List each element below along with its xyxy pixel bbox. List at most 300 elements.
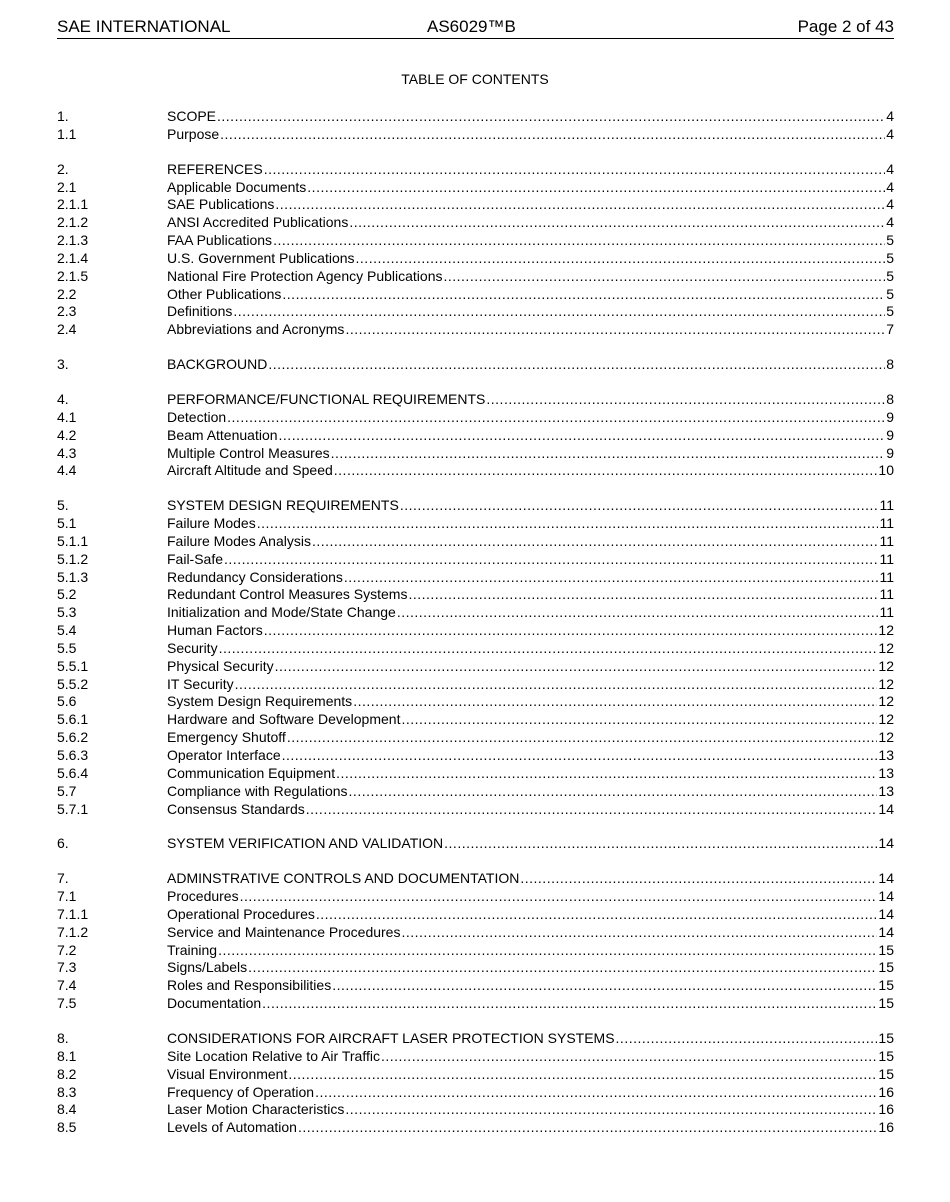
toc-section <box>57 108 894 144</box>
toc-entry[interactable] <box>57 108 894 126</box>
toc-entry-page: 15 <box>878 1029 894 1046</box>
toc-entry-page: 4 <box>886 160 894 177</box>
toc-entry-number: 5.4 <box>57 622 77 639</box>
toc-entry[interactable] <box>57 640 894 658</box>
toc-entry-title: SAE Publications <box>167 196 275 213</box>
toc-entry[interactable] <box>57 196 894 214</box>
toc-entry-number: 8.4 <box>57 1101 77 1118</box>
toc-entry-line <box>167 959 894 977</box>
toc-entry[interactable] <box>57 533 894 551</box>
toc-section <box>57 161 894 339</box>
toc-entry-title: BACKGROUND <box>167 356 268 373</box>
toc-entry-number: 5.1.3 <box>57 568 89 585</box>
toc-entry-number: 5.7 <box>57 782 77 799</box>
toc-entry-line <box>167 747 894 765</box>
toc-entry[interactable] <box>57 658 894 676</box>
toc-entry-page: 11 <box>879 586 894 603</box>
toc-entry-title: Site Location Relative to Air Traffic <box>167 1047 380 1064</box>
toc-entry-number: 7.2 <box>57 941 77 958</box>
toc-dot-leader <box>316 906 878 924</box>
toc-entry-line <box>167 126 894 144</box>
toc-entry-page: 13 <box>878 747 894 763</box>
toc-entry-title: SYSTEM VERIFICATION AND VALIDATION <box>167 835 444 852</box>
toc-entry-title: Fail-Safe <box>167 550 224 567</box>
toc-entry-title: Human Factors <box>167 622 263 639</box>
toc-entry-line <box>167 303 894 321</box>
toc-entry-line <box>167 888 894 906</box>
toc-entry-page: 14 <box>878 800 894 817</box>
toc-entry-number: 7.1.2 <box>57 923 89 940</box>
toc-entry[interactable] <box>57 286 894 304</box>
toc-entry-title: Visual Environment <box>167 1065 288 1082</box>
toc-entry-page: 15 <box>878 995 894 1012</box>
toc-entry[interactable] <box>57 445 894 463</box>
toc-entry-line <box>167 801 894 819</box>
toc-dot-leader <box>288 1066 877 1084</box>
toc-dot-leader <box>401 711 877 729</box>
toc-entry-line <box>167 783 894 801</box>
toc-dot-leader <box>268 356 885 374</box>
toc-entry-number: 5.7.1 <box>57 800 89 817</box>
toc-entry-number: 5.6.3 <box>57 747 89 763</box>
toc-entry-number: 5.6.2 <box>57 729 89 746</box>
toc-entry-title: Beam Attenuation <box>167 426 278 443</box>
toc-entry-number: 5.5.2 <box>57 675 89 692</box>
toc-entry-line <box>167 658 894 676</box>
page-header <box>57 16 894 39</box>
toc-entry-title: Redundancy Considerations <box>167 568 343 585</box>
toc-dot-leader <box>353 693 877 711</box>
toc-entry[interactable] <box>57 765 894 783</box>
toc-entry[interactable] <box>57 232 894 250</box>
toc-entry-title: Abbreviations and Acronyms <box>167 321 345 338</box>
toc-entry-line <box>167 977 894 995</box>
toc-entry-page: 9 <box>886 444 894 461</box>
toc-entry-number: 3. <box>57 356 69 373</box>
toc-entry-title: Service and Maintenance Procedures <box>167 923 401 940</box>
toc-entry[interactable] <box>57 729 894 747</box>
toc-entry-page: 15 <box>878 1047 894 1064</box>
toc-entry-page: 14 <box>878 835 894 852</box>
toc-entry-number: 2.1.2 <box>57 214 89 231</box>
toc-entry-page: 14 <box>878 923 894 940</box>
toc-dot-leader <box>273 232 885 250</box>
toc-entry-number: 2.1 <box>57 178 77 195</box>
toc-entry-title: Training <box>167 941 218 958</box>
toc-entry-page: 16 <box>878 1083 894 1100</box>
toc-dot-leader <box>307 179 885 197</box>
toc-entry-page: 8 <box>886 390 894 407</box>
toc-entry-title: Consensus Standards <box>167 800 305 817</box>
toc-entry-number: 5.6.4 <box>57 764 89 781</box>
toc-entry-line <box>167 870 894 888</box>
toc-entry[interactable] <box>57 783 894 801</box>
toc-dot-leader <box>345 1101 877 1119</box>
toc-entry-line <box>167 551 894 569</box>
toc-entry-number: 7.3 <box>57 959 77 976</box>
toc-entry-number: 7.1.1 <box>57 905 89 922</box>
toc-dot-leader <box>443 268 885 286</box>
toc-entry[interactable] <box>57 835 894 853</box>
toc-dot-leader <box>257 515 879 533</box>
toc-entry[interactable] <box>57 462 894 480</box>
toc-entry-title: Aircraft Altitude and Speed <box>167 462 333 479</box>
toc-dot-leader <box>356 250 886 268</box>
toc-entry-line <box>167 924 894 942</box>
toc-entry-line <box>167 214 894 232</box>
toc-entry-page: 15 <box>878 977 894 994</box>
toc-section <box>57 870 894 1013</box>
toc-entry-line <box>167 268 894 286</box>
toc-entry-number: 7. <box>57 870 69 887</box>
toc-dot-leader <box>401 924 877 942</box>
toc-entry-line <box>167 906 894 924</box>
toc-entry-title: Procedures <box>167 888 239 905</box>
toc-entry-number: 5.1.2 <box>57 550 89 567</box>
toc-entry-line <box>167 1101 894 1119</box>
toc-entry-page: 5 <box>886 303 894 320</box>
toc-entry-title: Initialization and Mode/State Change <box>167 604 396 621</box>
toc-entry-page: 5 <box>886 267 894 284</box>
toc-dot-leader <box>217 108 885 126</box>
toc-entry-page: 12 <box>878 639 894 656</box>
toc-entry[interactable] <box>57 676 894 694</box>
toc-entry-title: Multiple Control Measures <box>167 444 330 461</box>
toc-dot-leader <box>282 286 885 304</box>
toc-entry-line <box>167 196 894 214</box>
toc-entry[interactable] <box>57 906 894 924</box>
toc-entry-number: 5.1 <box>57 515 77 532</box>
toc-entry[interactable] <box>57 126 894 144</box>
toc-entry-title: Operator Interface <box>167 747 281 763</box>
toc-entry-line <box>167 286 894 304</box>
toc-entry-page: 11 <box>879 550 894 567</box>
toc-entry-title: Compliance with Regulations <box>167 782 348 799</box>
toc-entry[interactable] <box>57 622 894 640</box>
page-number: Page 2 of 43 <box>797 17 894 36</box>
toc-entry-number: 5. <box>57 497 69 514</box>
toc-entry[interactable] <box>57 959 894 977</box>
toc-entry-title: Frequency of Operation <box>167 1083 315 1100</box>
toc-entry-page: 16 <box>878 1101 894 1118</box>
toc-entry-line <box>167 445 894 463</box>
toc-entry-page: 9 <box>886 408 894 425</box>
toc-entry-number: 5.1.1 <box>57 532 89 549</box>
toc-entry-number: 4. <box>57 390 69 407</box>
publisher-name: SAE INTERNATIONAL <box>57 17 231 36</box>
toc-entry-number: 5.3 <box>57 604 77 621</box>
toc-entry[interactable] <box>57 870 894 888</box>
toc-entry[interactable] <box>57 214 894 232</box>
toc-entry[interactable] <box>57 250 894 268</box>
toc-entry-title: ANSI Accredited Publications <box>167 214 349 231</box>
toc-entry-page: 4 <box>886 108 894 124</box>
toc-entry[interactable] <box>57 569 894 587</box>
toc-entry-line <box>167 711 894 729</box>
toc-dot-leader <box>224 551 878 569</box>
toc-entry-title: Security <box>167 639 218 656</box>
toc-entry-line <box>167 391 894 409</box>
toc-entry-page: 12 <box>878 711 894 728</box>
toc-entry-page: 12 <box>878 657 894 674</box>
toc-entry-page: 12 <box>878 622 894 639</box>
toc-entry-title: Detection <box>167 408 227 425</box>
toc-entry-title: Purpose <box>167 125 220 142</box>
toc-entry-title: Redundant Control Measures Systems <box>167 586 408 603</box>
toc-entry-line <box>167 108 894 126</box>
toc-entry-page: 13 <box>878 782 894 799</box>
toc-entry-title: SYSTEM DESIGN REQUIREMENTS <box>167 497 399 514</box>
toc-dot-leader <box>349 783 878 801</box>
toc-entry[interactable] <box>57 942 894 960</box>
toc-entry-page: 13 <box>878 764 894 781</box>
toc-entry-line <box>167 676 894 694</box>
toc-entry-number: 4.2 <box>57 426 77 443</box>
toc-entry-number: 2.1.5 <box>57 267 89 284</box>
toc-entry-title: SCOPE <box>167 108 217 124</box>
toc-dot-leader <box>312 533 879 551</box>
toc-entry-page: 15 <box>878 941 894 958</box>
toc-dot-leader <box>264 622 878 640</box>
toc-dot-leader <box>306 801 878 819</box>
toc-entry-number: 8.5 <box>57 1119 77 1136</box>
toc-entry-page: 11 <box>879 568 894 585</box>
toc-entry-number: 4.3 <box>57 444 77 461</box>
toc-entry-page: 12 <box>878 729 894 746</box>
toc-entry[interactable] <box>57 391 894 409</box>
toc-entry-number: 2.4 <box>57 321 77 338</box>
toc-entry-title: Documentation <box>167 995 262 1012</box>
toc-entry-page: 16 <box>878 1119 894 1136</box>
toc-entry-title: Other Publications <box>167 285 282 302</box>
toc-entry-number: 5.6 <box>57 693 77 710</box>
toc-entry-page: 14 <box>878 905 894 922</box>
toc-dot-leader <box>400 497 879 515</box>
toc-dot-leader <box>408 586 878 604</box>
toc-entry-page: 12 <box>878 693 894 710</box>
toc-section <box>57 1030 894 1137</box>
toc-entry-line <box>167 321 894 339</box>
toc-entry[interactable] <box>57 321 894 339</box>
toc-entry-line <box>167 640 894 658</box>
toc-entry-title: Signs/Labels <box>167 959 248 976</box>
toc-entry-line <box>167 1084 894 1102</box>
toc-entry-line <box>167 1119 894 1137</box>
toc-dot-leader <box>287 729 878 747</box>
toc-section <box>57 356 894 374</box>
toc-entry[interactable] <box>57 995 894 1013</box>
toc-dot-leader <box>315 1084 877 1102</box>
toc-entry[interactable] <box>57 1048 894 1066</box>
toc-entry[interactable] <box>57 1030 894 1048</box>
toc-entry-number: 2.1.1 <box>57 196 89 213</box>
toc-entry-line <box>167 569 894 587</box>
toc-entry-line <box>167 515 894 533</box>
toc-entry-number: 2.1.3 <box>57 232 89 249</box>
toc-entry-number: 8.1 <box>57 1047 77 1064</box>
toc-entry-page: 11 <box>879 604 894 621</box>
toc-entry[interactable] <box>57 515 894 533</box>
toc-dot-leader <box>520 870 877 888</box>
toc-dot-leader <box>262 995 877 1013</box>
toc-dot-leader <box>344 569 879 587</box>
toc-dot-leader <box>233 303 885 321</box>
toc-dot-leader <box>616 1030 878 1048</box>
toc-entry-number: 1.1 <box>57 125 77 142</box>
toc-dot-leader <box>248 959 877 977</box>
toc-entry-number: 2.2 <box>57 285 77 302</box>
toc-entry-title: Hardware and Software Development <box>167 711 401 728</box>
toc-entry-line <box>167 729 894 747</box>
toc-dot-leader <box>331 445 886 463</box>
toc-entry-line <box>167 179 894 197</box>
toc-entry-page: 15 <box>878 959 894 976</box>
toc-entry-title: FAA Publications <box>167 232 273 249</box>
toc-entry[interactable] <box>57 303 894 321</box>
toc-entry-number: 7.1 <box>57 888 77 905</box>
toc-entry-page: 9 <box>886 426 894 443</box>
toc-entry-line <box>167 995 894 1013</box>
toc-entry-title: Laser Motion Characteristics <box>167 1101 345 1118</box>
toc-dot-leader <box>332 977 877 995</box>
toc-entry-number: 7.4 <box>57 977 77 994</box>
toc-entry[interactable] <box>57 356 894 374</box>
toc-dot-leader <box>334 462 878 480</box>
toc-entry-page: 11 <box>879 515 894 532</box>
toc-entry[interactable] <box>57 497 894 515</box>
toc-entry[interactable] <box>57 977 894 995</box>
toc-entry[interactable] <box>57 268 894 286</box>
toc-entry[interactable] <box>57 161 894 179</box>
document-id: AS6029™B <box>427 17 516 36</box>
toc-entry[interactable] <box>57 604 894 622</box>
toc-entry[interactable] <box>57 409 894 427</box>
toc-entry-page: 12 <box>878 675 894 692</box>
toc-entry[interactable] <box>57 747 894 765</box>
toc-entry-line <box>167 462 894 480</box>
toc-entry-line <box>167 232 894 250</box>
toc-section <box>57 391 894 480</box>
toc-entry-number: 4.1 <box>57 408 77 425</box>
toc-entry-number: 5.5.1 <box>57 657 89 674</box>
toc-entry[interactable] <box>57 693 894 711</box>
toc-dot-leader <box>227 409 885 427</box>
toc-entry[interactable] <box>57 427 894 445</box>
toc-section <box>57 835 894 853</box>
toc-dot-leader <box>345 321 885 339</box>
toc-entry-line <box>167 356 894 374</box>
toc-dot-leader <box>336 765 877 783</box>
toc-entry-title: REFERENCES <box>167 160 263 177</box>
toc-entry-title: Roles and Responsibilities <box>167 977 332 994</box>
toc-entry-number: 5.5 <box>57 639 77 656</box>
toc-entry-page: 8 <box>886 356 894 373</box>
toc-entry-title: Levels of Automation <box>167 1119 297 1136</box>
toc-entry-line <box>167 427 894 445</box>
toc-entry-page: 14 <box>878 888 894 905</box>
toc-entry-title: CONSIDERATIONS FOR AIRCRAFT LASER PROTECTION SYSTEMS <box>167 1029 615 1046</box>
toc-entry[interactable] <box>57 801 894 819</box>
toc-entry-line <box>167 835 894 853</box>
toc-section <box>57 497 894 818</box>
toc-entry-title: ADMINSTRATIVE CONTROLS AND DOCUMENTATION <box>167 870 520 887</box>
toc-entry[interactable] <box>57 586 894 604</box>
toc-entry-line <box>167 693 894 711</box>
toc-entry-number: 2. <box>57 160 69 177</box>
toc-entry-line <box>167 622 894 640</box>
toc-entry[interactable] <box>57 711 894 729</box>
toc-entry[interactable] <box>57 1119 894 1137</box>
toc-entry-number: 5.6.1 <box>57 711 89 728</box>
toc-entry-page: 11 <box>879 532 894 549</box>
toc-entry-page: 10 <box>878 462 894 479</box>
toc-entry[interactable] <box>57 179 894 197</box>
toc-dot-leader <box>397 604 879 622</box>
toc-entry-title: System Design Requirements <box>167 693 353 710</box>
toc-entry-page: 5 <box>886 232 894 249</box>
toc-entry-line <box>167 765 894 783</box>
toc-entry-page: 11 <box>879 497 894 514</box>
toc-entry-title: Definitions <box>167 303 233 320</box>
toc-entry-page: 7 <box>886 321 894 338</box>
toc-entry-title: Physical Security <box>167 657 274 674</box>
toc-entry-number: 4.4 <box>57 462 77 479</box>
toc-entry-page: 4 <box>886 214 894 231</box>
toc-entry-page: 4 <box>886 125 894 142</box>
toc-dot-leader <box>381 1048 877 1066</box>
toc-dot-leader <box>240 888 878 906</box>
toc-entry-page: 15 <box>878 1065 894 1082</box>
toc-entry-line <box>167 586 894 604</box>
table-of-contents <box>57 108 894 1154</box>
toc-entry-title: Operational Procedures <box>167 905 315 922</box>
toc-entry-line <box>167 1066 894 1084</box>
toc-title: TABLE OF CONTENTS <box>401 71 549 87</box>
toc-entry-line <box>167 1048 894 1066</box>
toc-entry[interactable] <box>57 1066 894 1084</box>
toc-dot-leader <box>282 747 878 765</box>
toc-entry-title: National Fire Protection Agency Publications <box>167 267 443 284</box>
toc-dot-leader <box>264 161 886 179</box>
toc-entry-line <box>167 161 894 179</box>
toc-entry[interactable] <box>57 888 894 906</box>
toc-entry[interactable] <box>57 1101 894 1119</box>
toc-dot-leader <box>486 391 885 409</box>
toc-dot-leader <box>279 427 886 445</box>
toc-entry-line <box>167 1030 894 1048</box>
toc-entry-title: Applicable Documents <box>167 178 307 195</box>
toc-entry[interactable] <box>57 1084 894 1102</box>
toc-entry-title: Communication Equipment <box>167 764 336 781</box>
toc-entry-number: 2.3 <box>57 303 77 320</box>
toc-entry-title: U.S. Government Publications <box>167 249 355 266</box>
toc-entry-number: 2.1.4 <box>57 249 89 266</box>
toc-entry-number: 5.2 <box>57 586 77 603</box>
toc-entry-page: 5 <box>886 285 894 302</box>
toc-entry[interactable] <box>57 551 894 569</box>
toc-entry-page: 4 <box>886 196 894 213</box>
toc-entry-line <box>167 533 894 551</box>
toc-entry-line <box>167 604 894 622</box>
toc-entry-number: 1. <box>57 108 69 124</box>
toc-entry[interactable] <box>57 924 894 942</box>
toc-dot-leader <box>275 658 878 676</box>
toc-dot-leader <box>218 942 877 960</box>
toc-dot-leader <box>349 214 885 232</box>
toc-dot-leader <box>275 196 885 214</box>
toc-entry-title: Emergency Shutoff <box>167 729 286 746</box>
toc-dot-leader <box>444 835 877 853</box>
